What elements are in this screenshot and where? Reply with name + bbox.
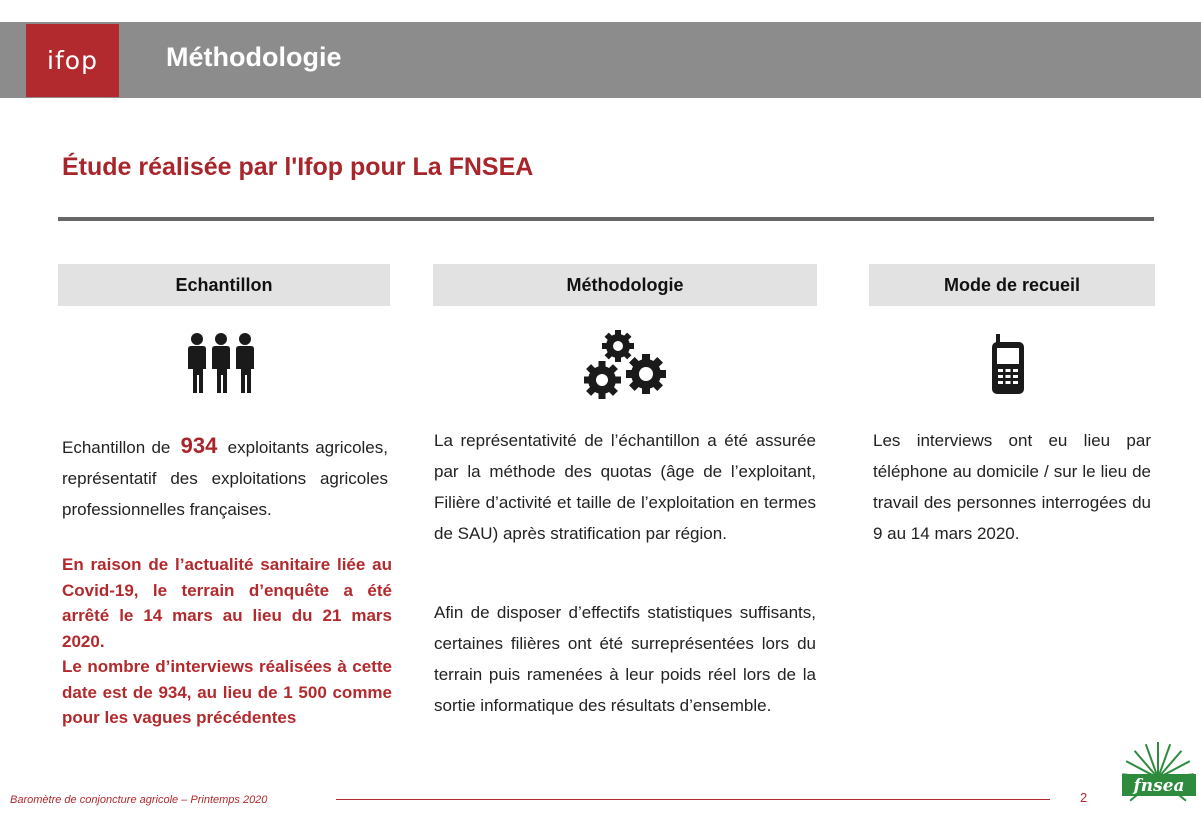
- logo-text: ifop: [47, 46, 98, 75]
- study-subtitle: Étude réalisée par l'Ifop pour La FNSEA: [62, 153, 534, 181]
- fnsea-logo: [1118, 738, 1196, 815]
- page-title: Méthodologie: [166, 42, 342, 72]
- column-header-mode-recueil: [869, 264, 1155, 306]
- mode-recueil-text: Les interviews ont eu lieu par téléphone au domicile / sur le lieu de travail des personnes interrogées du 9 au 14 mars 2020.: [873, 431, 1151, 543]
- echantillon-description: [62, 430, 388, 525]
- methodologie-weighting-text: Afin de disposer d’effectifs statistiques suffisants, certaines filières ont été surreprésentées lors du terrain puis ramenées à leur poids réel lors de la sortie informatique des résultats d’ensemble.: [434, 603, 816, 715]
- sample-size-number: 934: [180, 433, 218, 458]
- covid-notice: En raison de l’actualité sanitaire liée au Covid-19, le terrain d’enquête a été arrêté le 14 mars au lieu du 21 mars 2020.: [62, 555, 392, 651]
- column-header-methodologie: [433, 264, 817, 306]
- footer-divider: [336, 799, 1050, 800]
- column-header-label: Echantillon: [175, 274, 273, 295]
- divider: [58, 217, 1154, 221]
- footer-title: Baromètre de conjoncture agricole – Printemps 2020: [10, 794, 268, 806]
- interview-count-notice: Le nombre d’interviews réalisées à cette date est de 934, au lieu de 1 500 comme pour les vagues précédentes: [62, 657, 392, 727]
- echantillon-text-post: exploitants agricoles, représentatif des exploitations agricoles professionnelles françaises.: [62, 438, 388, 519]
- echantillon-text-pre: Echantillon de: [62, 438, 171, 457]
- svg-text:fnsea: fnsea: [1133, 776, 1185, 796]
- page-number: 2: [1080, 790, 1088, 805]
- column-header-echantillon: [58, 264, 390, 306]
- column-header-label: Méthodologie: [566, 274, 684, 295]
- methodologie-quotas-text: La représentativité de l’échantillon a été assurée par la méthode des quotas (âge de l’exploitant, Filière d’activité et taille de l’exploitation en termes de SAU) après stratification par région.: [434, 431, 816, 543]
- ifop-logo: [26, 24, 119, 97]
- mobile-phone-icon: [990, 334, 1026, 396]
- gears-icon: [584, 330, 670, 402]
- people-icon: [186, 333, 258, 395]
- column-header-label: Mode de recueil: [943, 274, 1081, 295]
